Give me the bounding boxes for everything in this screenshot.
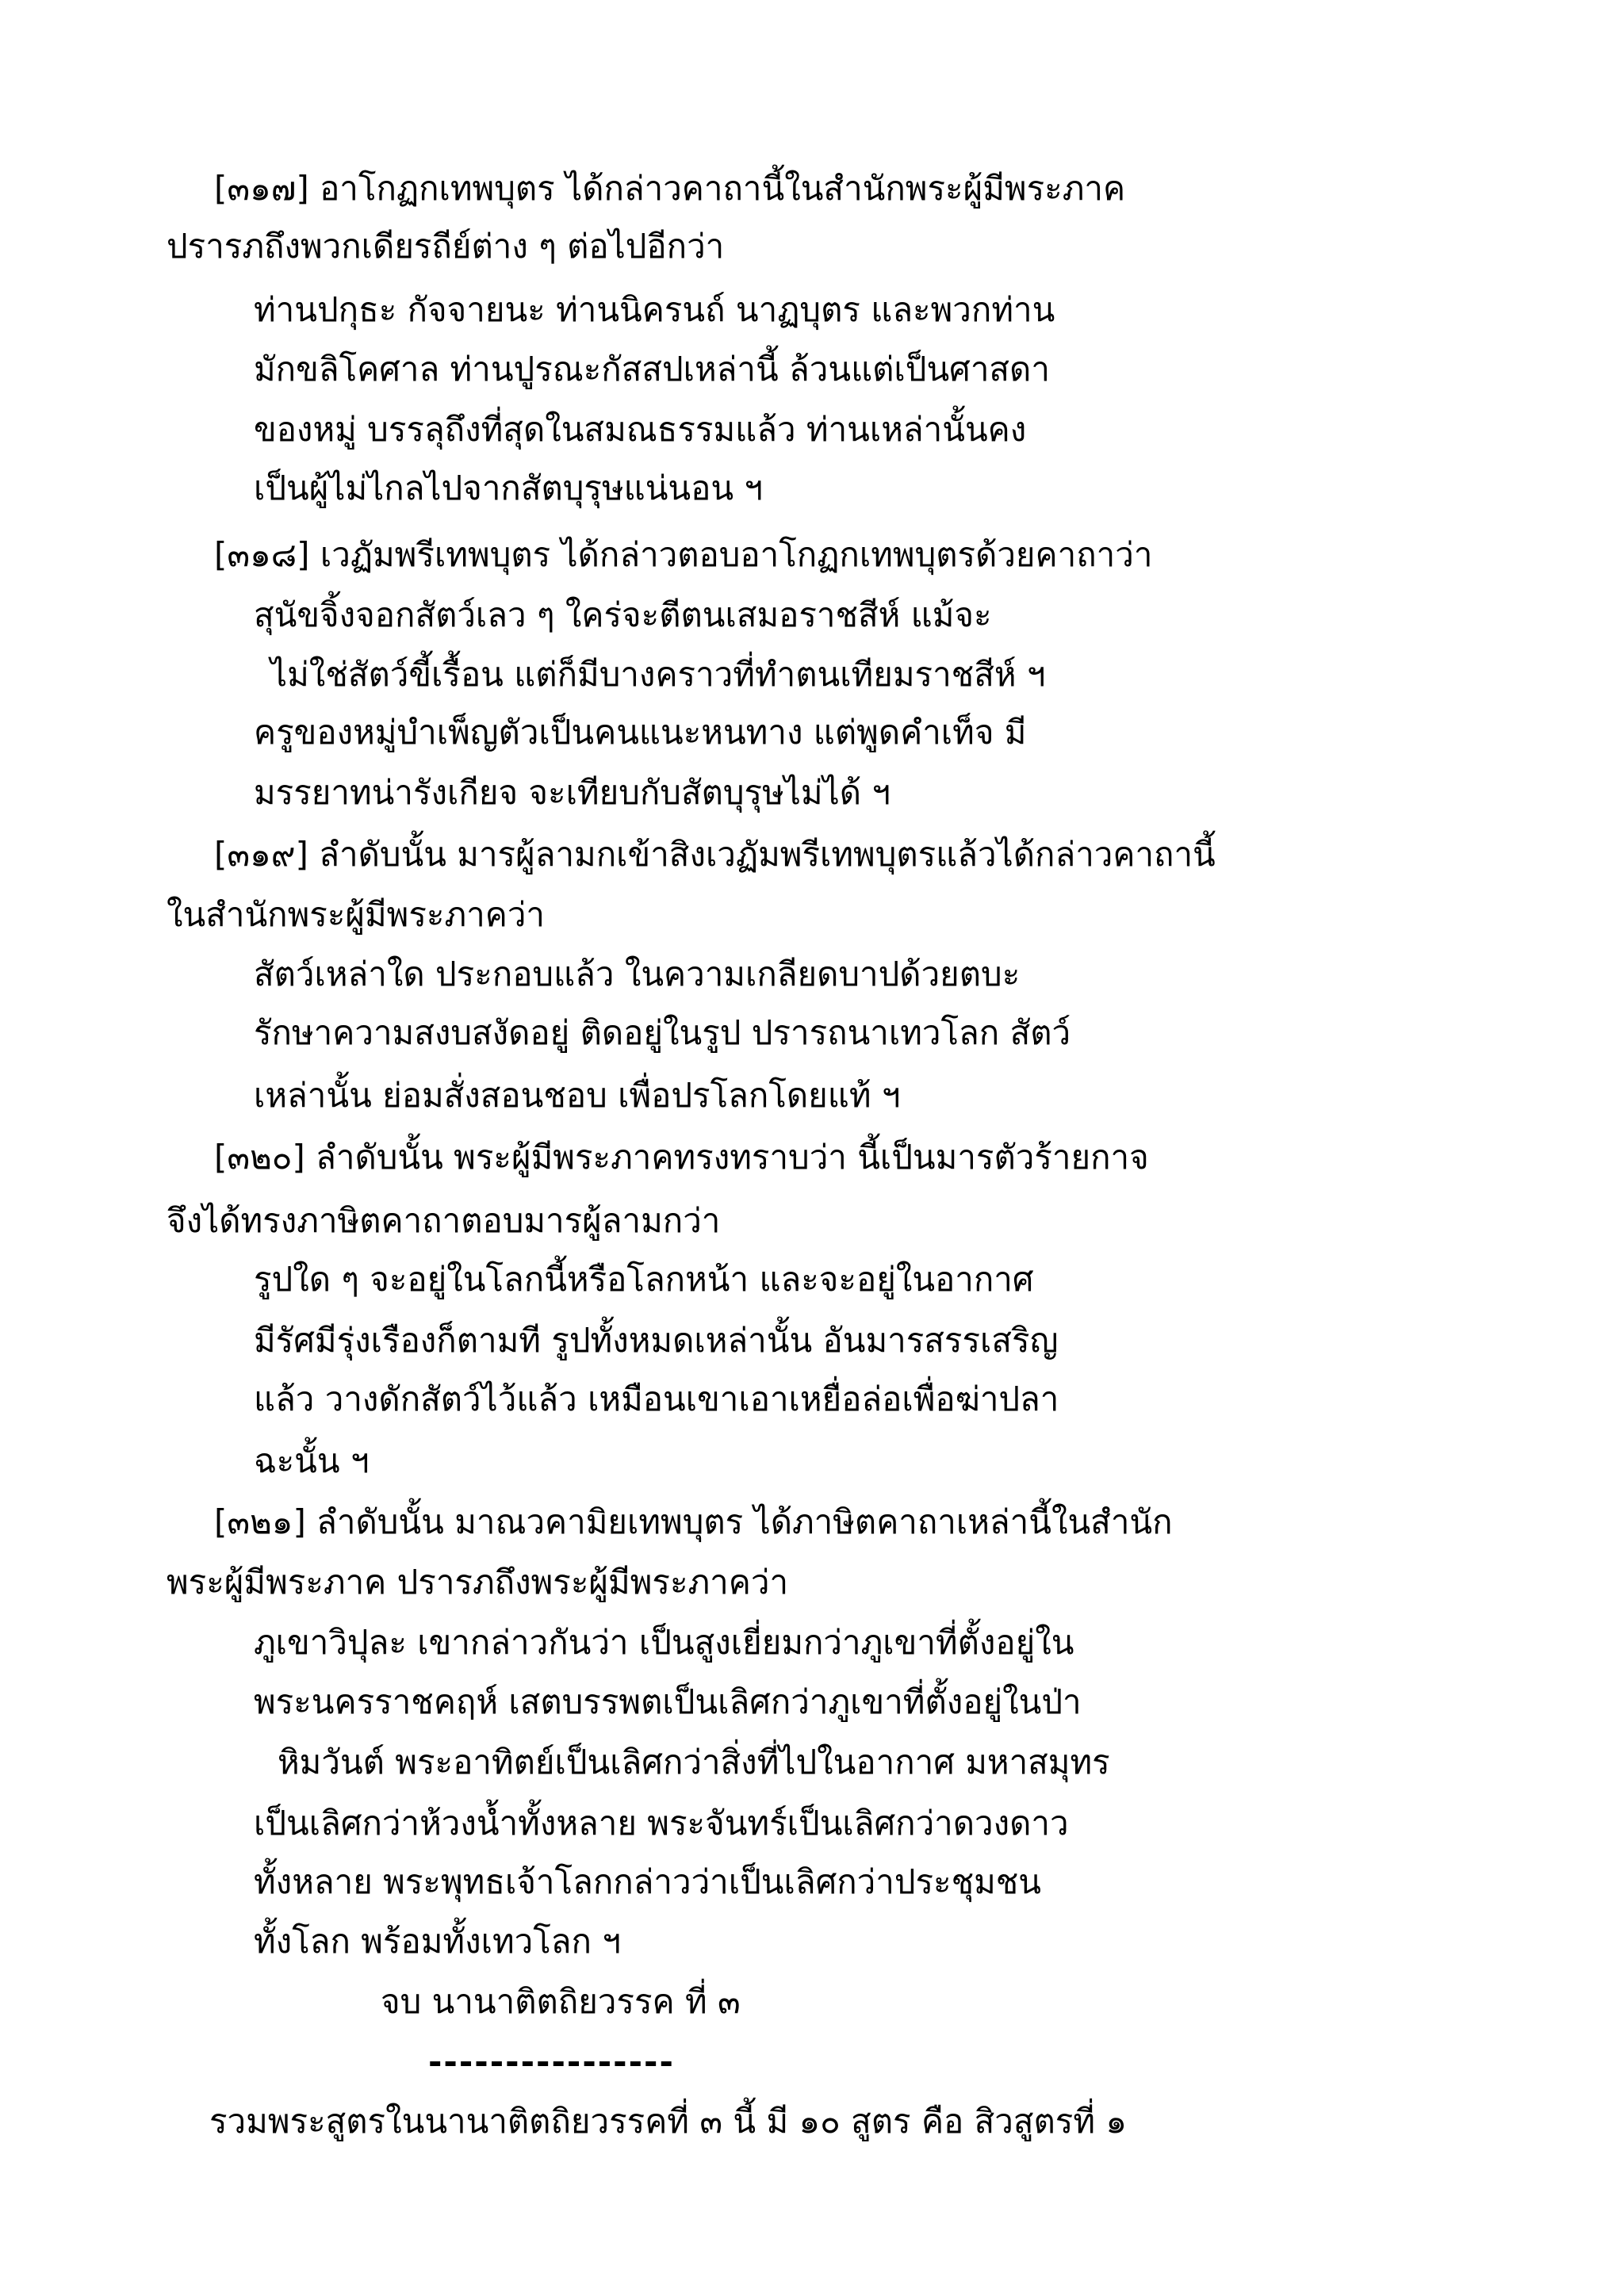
verse-line: แล้ว วางดักสัตว์ไว้แล้ว เหมือนเขาเอาเหยื่อล่อเพื่อฆ่าปลา [254, 1380, 1059, 1418]
verse-319-heading: [๓๑๙] ลำดับนั้น มารผู้ลามกเข้าสิงเวฏัมพรีเทพบุตรแล้วได้กล่าวคาถานี้ [214, 835, 1216, 874]
verse-line: รักษาความสงบสงัดอยู่ ติดอยู่ในรูป ปรารถนาเทวโลก สัตว์ [254, 1013, 1071, 1052]
text-line: จึงได้ทรงภาษิตคาถาตอบมารผู้ลามกว่า [167, 1201, 721, 1240]
verse-line: มักขลิโคศาล ท่านปูรณะกัสสปเหล่านี้ ล้วนแต่เป็นศาสดา [254, 350, 1050, 388]
verse-line: มรรยาทน่ารังเกียจ จะเทียบกับสัตบุรุษไม่ได้ ฯ [254, 773, 891, 812]
verse-320-heading: [๓๒๐] ลำดับนั้น พระผู้มีพระภาคทรงทราบว่า นี้เป็นมารตัวร้ายกาจ [214, 1138, 1149, 1177]
verse-line: ของหมู่ บรรลุถึงที่สุดในสมณธรรมแล้ว ท่านเหล่านั้นคง [254, 410, 1027, 449]
verse-line: ท่านปกุธะ กัจจายนะ ท่านนิครนถ์ นาฏบุตร และพวกท่าน [254, 290, 1055, 329]
summary-line: รวมพระสูตรในนานาติตถิยวรรคที่ ๓ นี้ มี ๑๐ สูตร คือ สิวสูตรที่ ๑ [209, 2102, 1128, 2141]
verse-line: หิมวันต์ พระอาทิตย์เป็นเลิศกว่าสิ่งที่ไปในอากาศ มหาสมุทร [278, 1743, 1110, 1781]
verse-line: ภูเขาวิปุละ เขากล่าวกันว่า เป็นสูงเยี่ยมกว่าภูเขาที่ตั้งอยู่ใน [254, 1623, 1074, 1662]
verse-line: ครูของหมู่บำเพ็ญตัวเป็นคนแนะหนทาง แต่พูดคำเท็จ มี [254, 713, 1027, 752]
verse-line: ทั้งโลก พร้อมทั้งเทวโลก ฯ [254, 1922, 621, 1961]
text-line: พระผู้มีพระภาค ปรารภถึงพระผู้มีพระภาคว่า [167, 1563, 789, 1601]
separator-dashes: ---------------- [428, 2042, 675, 2081]
verse-line: สัตว์เหล่าใด ประกอบแล้ว ในความเกลียดบาปด้วยตบะ [254, 955, 1021, 993]
verse-317-heading: [๓๑๗] อาโกฏกเทพบุตร ได้กล่าวคาถานี้ในสำนักพระผู้มีพระภาค [214, 169, 1126, 208]
verse-line: รูปใด ๆ จะอยู่ในโลกนี้หรือโลกหน้า และจะอยู่ในอากาศ [254, 1260, 1034, 1299]
verse-line: เป็นผู้ไม่ไกลไปจากสัตบุรุษแน่นอน ฯ [254, 469, 764, 507]
verse-line: พระนครราชคฤห์ เสตบรรพตเป็นเลิศกว่าภูเขาที่ตั้งอยู่ในป่า [254, 1682, 1082, 1721]
verse-line: ฉะนั้น ฯ [254, 1441, 370, 1480]
verse-line: ไม่ใช่สัตว์ขี้เรื้อน แต่ก็มีบางคราวที่ทำตนเทียมราชสีห์ ฯ [270, 655, 1046, 694]
text-line: ในสำนักพระผู้มีพระภาคว่า [167, 895, 546, 934]
verse-line: เหล่านั้น ย่อมสั่งสอนชอบ เพื่อปรโลกโดยแท้ ฯ [254, 1076, 901, 1115]
verse-line: ทั้งหลาย พระพุทธเจ้าโลกกล่าวว่าเป็นเลิศกว่าประชุมชน [254, 1862, 1042, 1901]
text-line: ปรารภถึงพวกเดียรถีย์ต่าง ๆ ต่อไปอีกว่า [167, 227, 725, 266]
verse-line: เป็นเลิศกว่าห้วงน้ำทั้งหลาย พระจันทร์เป็นเลิศกว่าดวงดาว [254, 1804, 1069, 1843]
chapter-end-line: จบ นานาติตถิยวรรค ที่ ๓ [381, 1982, 741, 2021]
verse-line: สุนัขจิ้งจอกสัตว์เลว ๆ ใคร่จะตีตนเสมอราชสีห์ แม้จะ [254, 595, 992, 634]
verse-321-heading: [๓๒๑] ลำดับนั้น มาณวคามิยเทพบุตร ได้ภาษิตคาถาเหล่านี้ในสำนัก [214, 1502, 1173, 1541]
verse-line: มีรัศมีรุ่งเรืองก็ตามที รูปทั้งหมดเหล่านั้น อันมารสรรเสริญ [254, 1321, 1059, 1360]
verse-318-heading: [๓๑๘] เวฏัมพรีเทพบุตร ได้กล่าวตอบอาโกฏกเทพบุตรด้วยคาถาว่า [214, 535, 1153, 574]
